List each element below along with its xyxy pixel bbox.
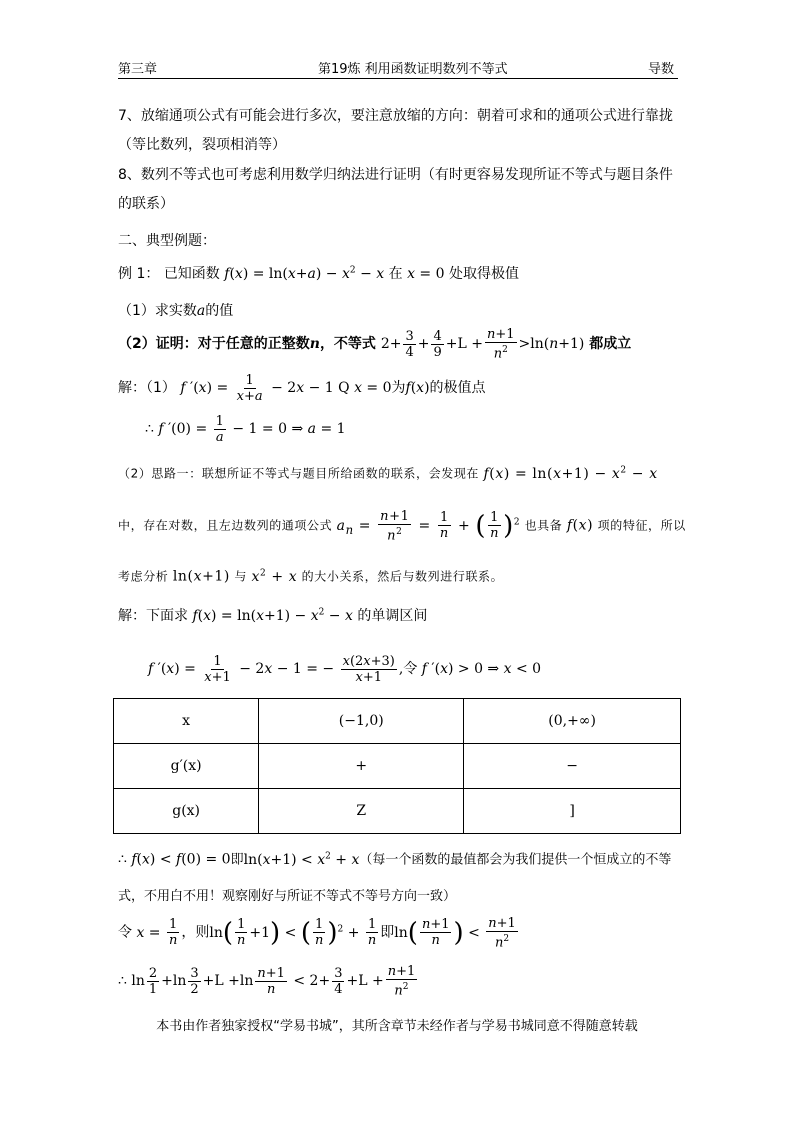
header-title: 第19炼 利用函数证明数列不等式	[318, 62, 508, 77]
example-label: 例 1：	[118, 266, 160, 282]
sum-inequality: ∴ ln $\frac{2}{1}$ +ln $\frac{3}{2}$ +L +ln $\frac{n+1}{n}$ < 2+ $\frac{3}{4}$ +L + $\frac{n+1}{n^2}$	[118, 963, 416, 999]
table-row	[114, 744, 681, 789]
item-8: 8、数列不等式也可考虑利用数学归纳法进行证明（有时更容易发现所证不等式与题目条件的联系）	[118, 167, 673, 212]
table-cell: g(x)	[114, 789, 259, 834]
table-cell: Z	[259, 789, 464, 834]
question-1: （1）求实数a的值	[118, 303, 234, 319]
solution-2-intro: 解：下面求 $f(x) = \ln(x+1) - x^2 - x$ 的单调区间	[118, 607, 428, 624]
item-7: 7、放缩通项公式有可能会进行多次，要注意放缩的方向：朝着可求和的通项公式进行靠拢（等比数列，裂项相消等）	[118, 108, 673, 153]
header-chapter: 第三章	[118, 62, 158, 77]
header-subject: 导数	[648, 62, 675, 77]
example-statement: 例 1： 已知函数 $f(x) = \ln(x+a) - x^2 - x$ 在 x = 0 处取得极值	[118, 265, 519, 282]
footer-copyright: 本书由作者独家授权“学易书城”，其所含章节未经作者与学易书城同意不得随意转载	[156, 1019, 638, 1034]
hint-line-1: （2）思路一：联想所证不等式与题目所给函数的联系，会发现在 $f(x) = \ln(x+1) - x^2 - x$	[118, 465, 658, 482]
hint-line-3: 考虑分析 ln(x+1) 与 $x^2 + x$ 的大小关系，然后与数列进行联系。	[118, 568, 504, 585]
solution-1-line: 解：（1） f ′(x) = $\frac{1}{x+a}$ − 2x − 1 Q x = 0为f(x)的极值点	[118, 372, 486, 404]
derivative-line: f ′(x) = $\frac{1}{x+1}$ − 2x − 1 = − $\frac{x(2x+3)}{x+1}$ ,令 f ′(x) > 0 ⇒ x < 0	[148, 653, 542, 685]
monotonicity-table	[113, 698, 681, 834]
table-cell: (0,+∞)	[464, 699, 681, 744]
table-header-row	[114, 699, 681, 744]
solution-1-result: ∴ f ′(0) = $\frac{1}{a}$ − 1 = 0 ⇒ a = 1	[145, 413, 346, 445]
hint-line-2: 中，存在对数，且左边数列的通项公式 $a_n$ = $\frac{n+1}{n^2}$ = $\frac{1}{n}$ + ( $\frac{1}{n}$ )$^2$ 也具备 f(x) 项的特征，所以	[118, 508, 686, 543]
conclusion-paragraph: ∴ f(x) < f(0) = 0即$\ln(x+1) < x^2 + x$（每一个函数的最值都会为我们提供一个恒成立的不等式，不用白不用！观察刚好与所证不等式不等号方向一致）	[118, 851, 672, 904]
question-2: （2）证明：对于任意的正整数n，不等式 2+ $\frac{3}{4}$ + $\frac{4}{9}$ +L + $\frac{n+1}{n^2}$ >ln(n+1) 都成立	[118, 326, 632, 362]
table-cell: +	[259, 744, 464, 789]
table-cell: (−1,0)	[259, 699, 464, 744]
section-title: 二、典型例题：	[118, 233, 216, 249]
header-rule	[118, 78, 678, 79]
table-cell: −	[464, 744, 681, 789]
example-text: 已知函数	[163, 266, 220, 282]
table-cell: x	[114, 699, 259, 744]
table-row	[114, 789, 681, 834]
table-cell: ]	[464, 789, 681, 834]
substitution-line: 令 x = $\frac{1}{n}$ ，则ln( $\frac{1}{n}$ +1) < ( $\frac{1}{n}$ )$^2$ + $\frac{1}{n}$ 即ln( $\frac{n+1}{n}$ ) < $\frac{n+1}{n^2}$	[118, 915, 516, 950]
table-cell: g′(x)	[114, 744, 259, 789]
